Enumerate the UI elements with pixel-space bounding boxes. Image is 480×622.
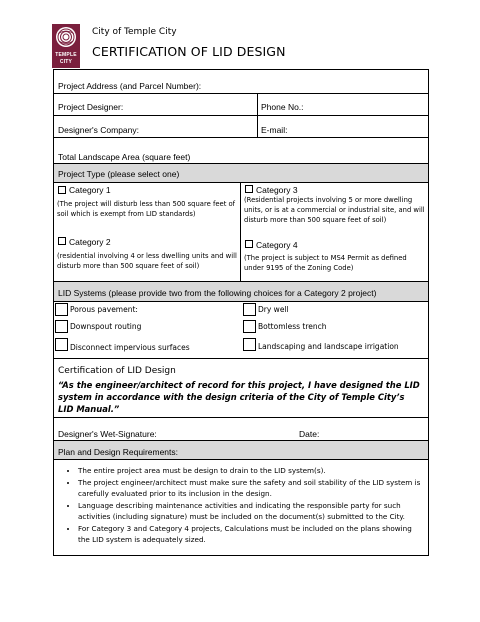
downspout-routing-label: Downspout routing [70, 322, 142, 331]
porous-pavement-label: Porous pavement: [70, 305, 138, 314]
form-title: CERTIFICATION OF LID DESIGN [92, 44, 286, 59]
category-2-label: Category 2 [69, 237, 111, 247]
project-address-row[interactable] [54, 70, 428, 94]
category-3-label: Category 3 [256, 185, 298, 195]
requirements-heading: Plan and Design Requirements: [58, 447, 179, 457]
field-divider [257, 94, 258, 115]
project-designer-label: Project Designer: [58, 102, 124, 112]
category-4-checkbox[interactable] [245, 240, 253, 248]
category-divider [240, 183, 241, 281]
field-divider [257, 116, 258, 137]
landscaping-irrigation-label: Landscaping and landscape irrigation [258, 342, 399, 351]
category-1-label: Category 1 [69, 185, 111, 195]
camellia-flower-icon [55, 26, 77, 48]
logo-text-temple: TEMPLE [55, 52, 77, 58]
category-2-checkbox[interactable] [58, 237, 66, 245]
designer-company-row [54, 116, 428, 138]
lid-systems-heading: LID Systems (please provide two from the following choices for a Category 2 project) [58, 288, 377, 298]
category-1-description: (The project will disturb less than 500 square feet of soil which is exempt from LID standards) [57, 200, 236, 218]
signature-label: Designer's Wet-Signature: [58, 429, 157, 439]
dry-well-label: Dry well [258, 305, 289, 314]
certification-statement: “As the engineer/architect of record for this project, I have designed the LID system in accordance with the design criteria of the City of Temple City’s LID Manual.” [58, 380, 420, 414]
category-4-label: Category 4 [256, 240, 298, 250]
logo-text-city: CITY [59, 59, 73, 65]
requirement-item: • The entire project area must be design to drain to the LID system(s). [78, 465, 423, 476]
category-4-description: (The project is subject to MS4 Permit as defined under 9195 of the Zoning Code) [244, 254, 407, 272]
project-address-label: Project Address (and Parcel Number): [58, 81, 202, 91]
dry-well-checkbox[interactable] [243, 303, 256, 316]
requirement-item: • For Category 3 and Category 4 projects, Calculations must be included on the plans showing the LID system is adequately sized. [78, 523, 423, 545]
landscape-area-row[interactable] [54, 138, 428, 164]
requirements-list [64, 465, 423, 546]
requirement-item: • The project engineer/architect must make sure the safety and soil stability of the LID system is carefully evaluated prior to its inclusion in the design. [78, 477, 423, 499]
email-label: E-mail: [261, 125, 288, 135]
porous-pavement-checkbox[interactable] [55, 303, 68, 316]
category-3-description: (Residential projects involving 5 or more dwelling units, or is at a commercial or industrial site, and will disturb more than 500 square feet of soil) [244, 196, 425, 224]
landscape-area-label: Total Landscape Area (square feet) [58, 152, 191, 162]
bottomless-trench-label: Bottomless trench [258, 322, 327, 331]
category-1-checkbox[interactable] [58, 186, 66, 194]
bottomless-trench-checkbox[interactable] [243, 320, 256, 333]
landscaping-irrigation-checkbox[interactable] [243, 338, 256, 351]
city-name: City of Temple City [92, 27, 177, 37]
temple-city-logo [52, 24, 80, 68]
project-type-header [54, 164, 428, 183]
date-label: Date: [299, 429, 320, 439]
requirements-list-container [54, 465, 428, 555]
project-designer-row [54, 94, 428, 116]
project-type-body [54, 183, 428, 282]
category-3-checkbox[interactable] [245, 185, 253, 193]
designer-company-label: Designer's Company: [58, 125, 139, 135]
phone-label: Phone No.: [261, 102, 304, 112]
lid-systems-body [54, 302, 428, 359]
disconnect-impervious-label: Disconnect impervious surfaces [70, 343, 190, 352]
requirement-item: • Language describing maintenance activities and indicating the responsible party for such activities (including signature) must be included on the document(s) submitted to the City. [78, 500, 423, 522]
category-2-description: (residential involving 4 or less dwelling units and will disturb more than 500 square feet of soil) [57, 252, 237, 270]
signature-row[interactable] [54, 418, 428, 441]
form-frame [53, 69, 429, 556]
downspout-routing-checkbox[interactable] [55, 320, 68, 333]
project-type-heading: Project Type (please select one) [58, 169, 180, 179]
lid-systems-header [54, 282, 428, 302]
certification-section [54, 359, 428, 418]
certification-title: Certification of LID Design [58, 366, 176, 376]
requirements-header [54, 441, 428, 460]
disconnect-impervious-checkbox[interactable] [55, 338, 68, 351]
